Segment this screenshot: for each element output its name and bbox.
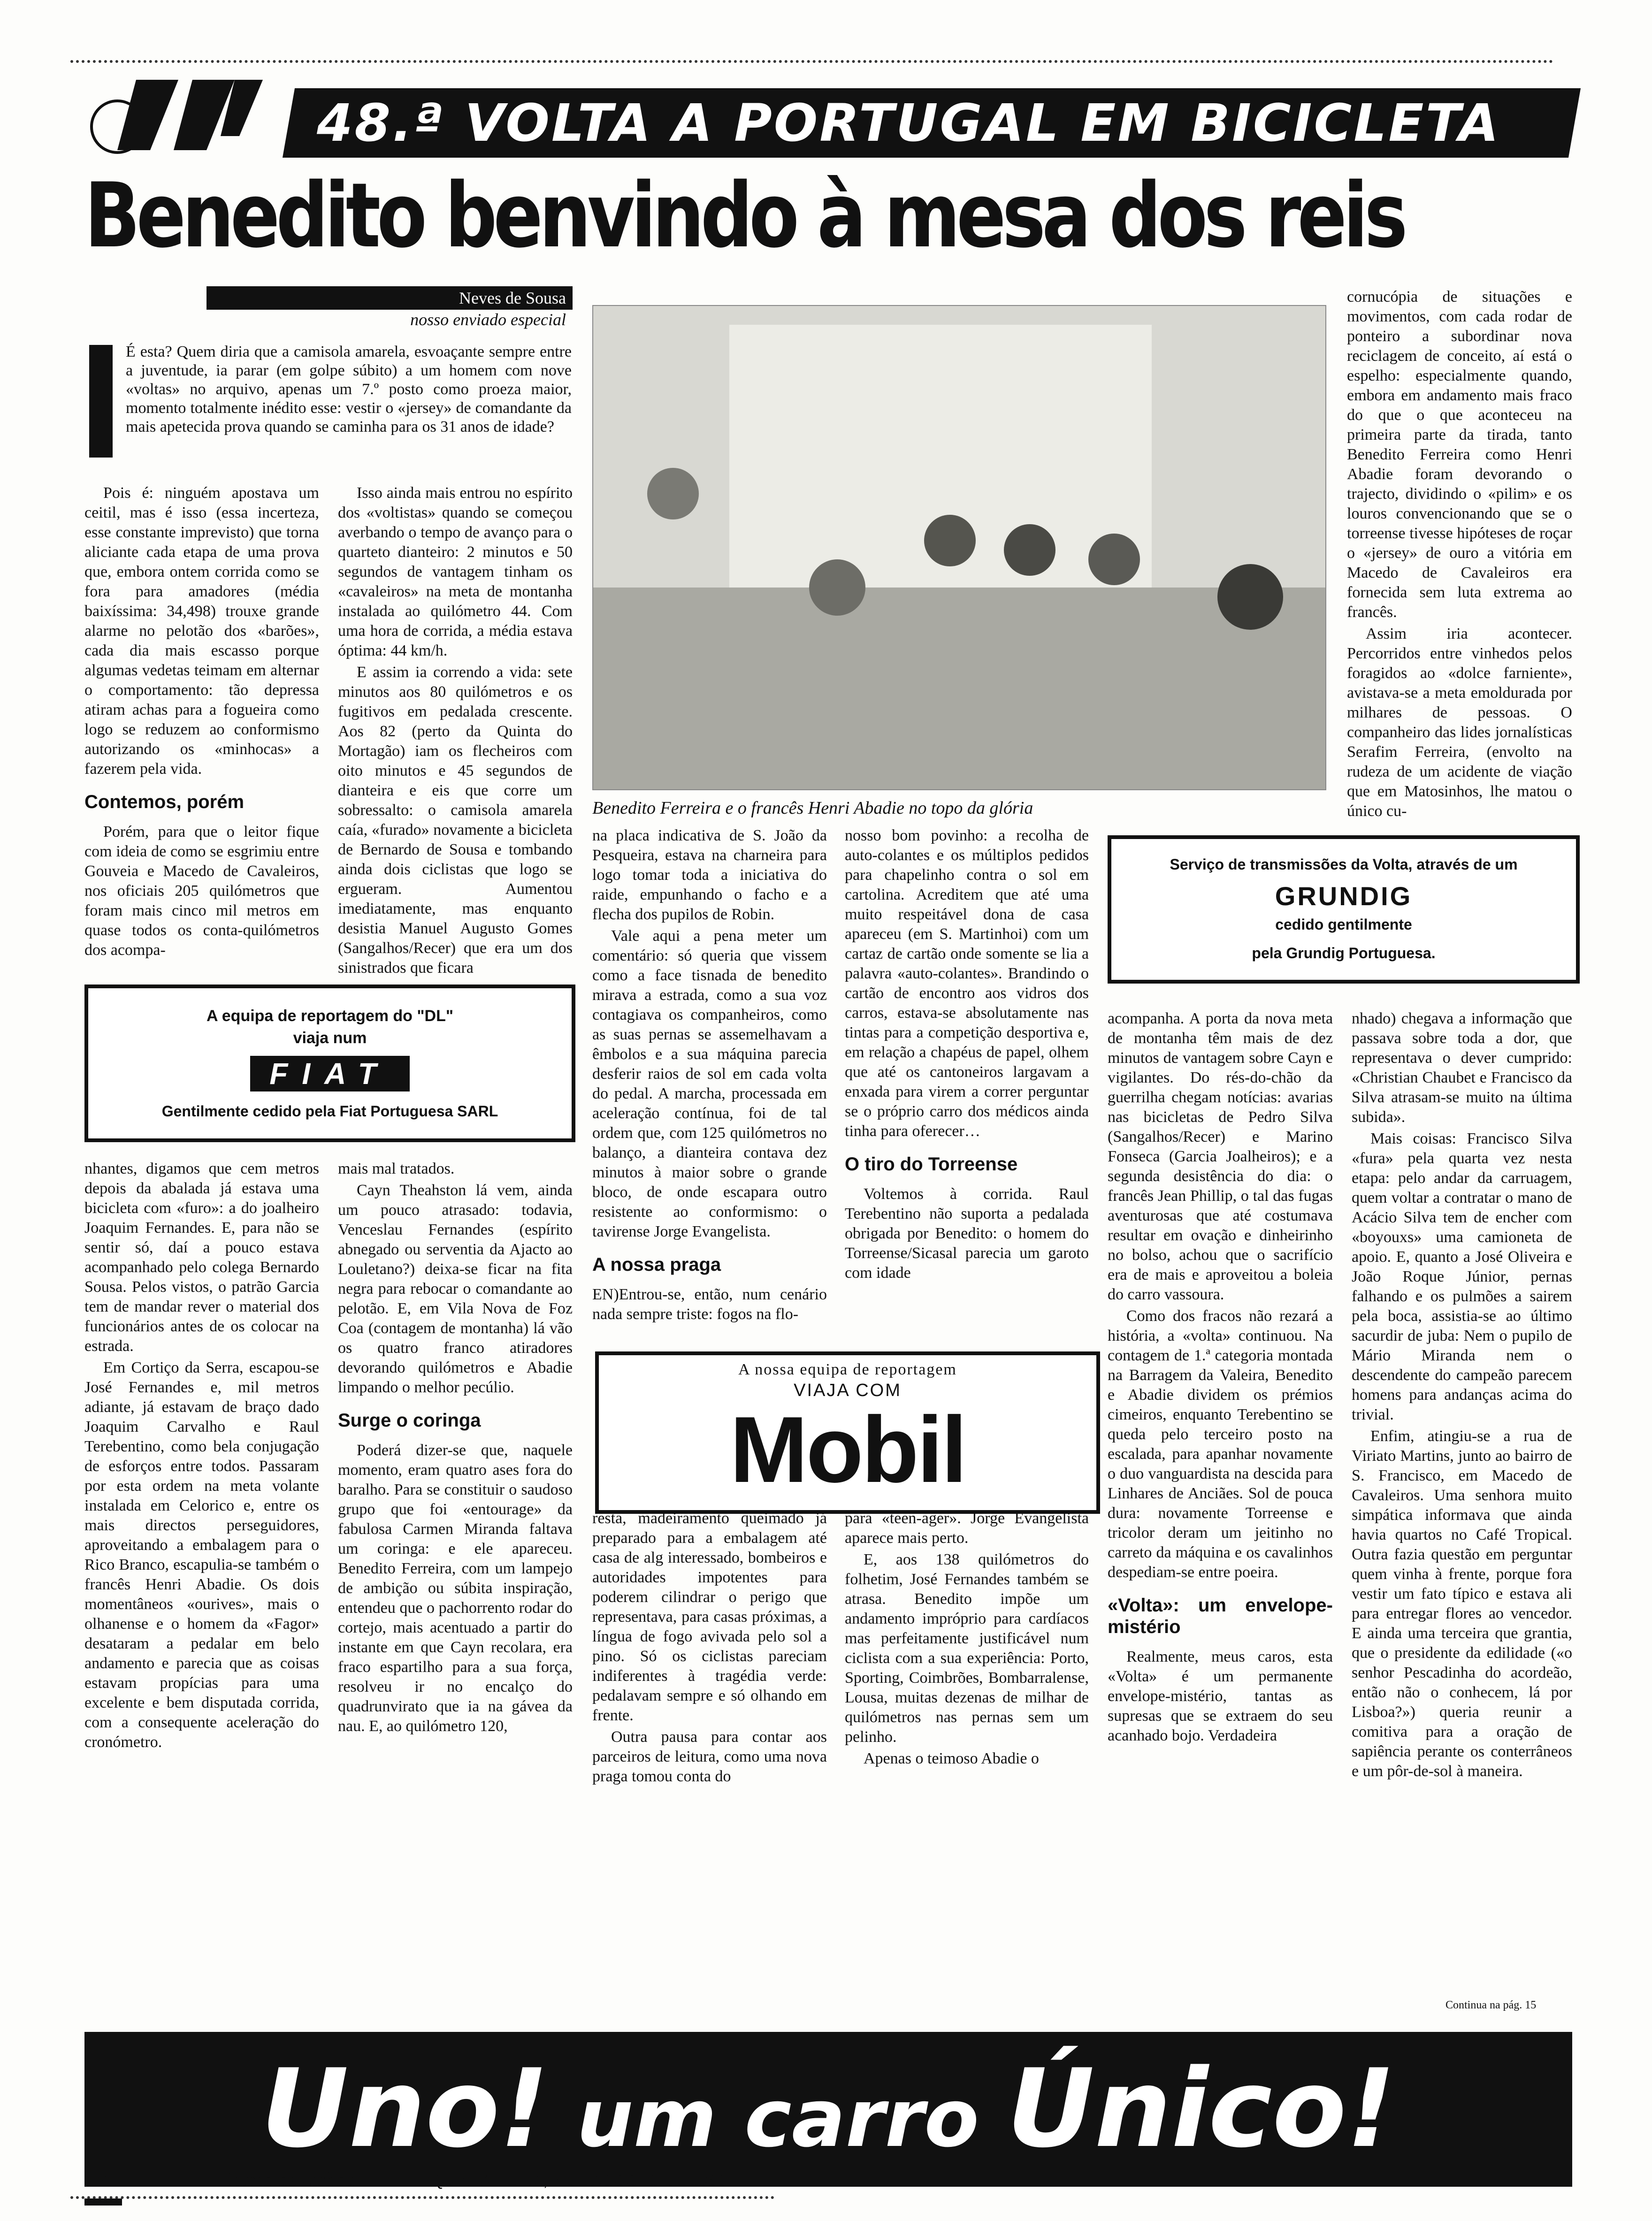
footer-paper: Diário de Lisboa	[221, 2169, 356, 2191]
headline: Benedito benvindo à mesa dos reis	[84, 164, 1404, 267]
footer-date: QUINTA-FEIRA, 7 DE AGOSTO DE 1986	[432, 2172, 726, 2190]
photo-caption: Benedito Ferreira e o francês Henri Abadie no topo da glória	[592, 798, 1033, 818]
footer-rule	[70, 2196, 774, 2199]
grundig-logo: GRUNDIG	[1275, 881, 1413, 911]
column-3-mid: na placa indicativa de S. João da Pesqueira, estava na charneira para logo tomar toda a iniciativa do raide, empunhando o facho e a flecha dos pupilos de Robin. Vale aqui a pena meter um comentário: só queria que vissem como a face tisnada de benedito mirava a estrada, como a sua voz contagiava os companheiros, como as suas pernas se assemelhavam a êmbolos e a sua máquina parecia desferir raios de sol em cada volta do pedal. A marcha, processada em aceleração contínua, foi de tal ordem que, com 125 quilómetros no balanço, a dianteira contava dez minutos à maior sobre o grande bloco, de onde escapara outro resistente ao conformismo: o tavirense Jorge Evangelista. A nossa praga EN)Entrou-se, então, num cenário nada sempre triste: fogos na flo-	[592, 827, 827, 1323]
subhead-praga: A nossa praga	[592, 1254, 721, 1275]
column-2-lower: mais mal tratados. Cayn Theahston lá vem, ainda um pouco atrasado: todavia, Venceslau Fernandes (espírito abnegado ou serventia da Ajacto ao Louletano?) deixa-se ficar na fita negra para rebocar o comandante ao pelotão. E, em Vila Nova de Foz Coa (contagem de montanha) lá vão os quatro franco atiradores devorando quilómetros e Abadie limpando o melhor pecúlio. Surge o coringa Poderá dizer-se que, naquele momento, eram quatro ases fora do baralho. Para se constituir o saudoso grupo que foi «entourage» da fabulosa Carmen Miranda faltava um coringa: e ele apareceu. Benedito Ferreira, com um lampejo de ambição ou súbita inspiração, entendeu que o pachorrento rodar do cortejo, mais acentuado a partir do instante em que Cayn recolara, era fraco espartilho para a sua força, resolveu ir no encalço do quadrunvirato que ia na gávea da nau. E, ao quilómetro 120,	[338, 1160, 573, 1735]
footer-page: 14	[89, 2169, 110, 2190]
column-3-lower: resta, madeiramento queimado já preparado para a embalagem até casa de alg interessado, bombeiros e autoridades impotentes para poderem cilindrar o perigo que representava, para casas próximas, a língua de fogo avivada pelo sol a pino. Só os ciclistas pareciam indiferentes à tragédia verde: pedalavam sempre e só olhando em frente. Outra pausa para contar aos parceiros de leitura, como uma nova praga tomou conta do	[592, 1510, 827, 1785]
subhead-coringa: Surge o coringa	[338, 1410, 481, 1431]
top-rule	[70, 60, 1553, 63]
column-4-lower: acompanha. A porta da nova meta de montanha têm mais de dez minutos de vantagem sobre Cayn e vigilantes. Do rés-do-chão da guerrilha chegam notícias: avarias nas bicicletas de Pedro Silva (Sangalhos/Recer) e Marino Fonseca (Garcia Joalheiros); e a segunda desistência do dia: o francês Jean Phillip, o tal das fugas aventurosas que até costumava resultar em ovação e dinheirinho no bolso, achou que o sacrifício era de mais e aproveitou a boleia do carro vassoura. Como dos fracos não rezará a história, a «volta» continuou. Na contagem de 1.ª categoria montada na Barragem da Valeira, Benedito e Abadie dividem os prémios cimeiros, enquanto Terebentino se queda pelo terceiro posto na escalada, para apanhar novamente o duo vanguardista na descida para Linhares de Anciães. Sol de pouca dura: novamente Torreense e tricolor deram um jeitinho no carreto da máquina e os cavalinhos despediam-se entre poeira. «Volta»: um envelope-mistério Realmente, meus caros, esta «Volta» é um permanente envelope-mistério, tantas as supresas que se extraem do seu acanhado bojo. Verdadeira	[1108, 1010, 1333, 1744]
fiat-logo: FIAT	[250, 1056, 410, 1091]
column-5-lower: nhado) chegava a informação que passava sobre toda a dor, que representava o dever cumprido: «Christian Chaubet e Francisco da Silva atrasam-se muito na última subida». Mais coisas: Francisco Silva «fura» pela quarta vez nesta etapa: pelo andar da carruagem, quem voltar a contratar o mano de Acácio Silva tem de encher com «boyouxs» uma camioneta de apoio. E, quanto a José Oliveira e João Roque Júnior, pernas falhando e os pulmões a sairem pela boca, assistia-se ao último sacurdir de juba: Nem o pupilo de Mário Miranda nem o descendente do campeão parecem homens para andanças acima do trivial. Enfim, atingiu-se a rua de Viriato Martins, junto ao bairro de S. Francisco, em Macedo de Cavaleiros. Uma senhora muito simpática informava que ainda havia quartos no Café Tropical. Outra fazia questão em perguntar quem vinha à frente, porque fora vestir um fato típico e estava ali para entregar flores ao vencedor. E ainda uma terceira que grantia, que o presidente da edilidade («o senhor Pescadinha do acordeão, então não o conhecem, lá por Lisboa?») queria reunir a comitiva para a oração de sapiência perante os conterrâneos e um pôr-de-sol à maneira.	[1352, 1010, 1572, 1780]
column-1-lower: nhantes, digamos que cem metros depois da abalada já estava uma bicicleta com «furo»: a do joalheiro Joaquim Fernandes. E, para não se sentir só, daí a pouco estava acompanhado pelo colega Bernardo Sousa. Pelos vistos, o patrão Garcia tem de mandar rever o material dos funcionários antes de os colocar na estrada. Em Cortiço da Serra, escapou-se José Fernandes e, mil metros adiante, já estavam de braço dado Joaquim Carvalho e Raul Terebentino, como bela conjugação de esforços entre todos. Passaram por esta ordem na meta volante instalada em Celorico e, entre os mais directos perseguidores, aproveitando a embalagem para o Rico Branco, escapulia-se também o francês Henri Abadie. Os dois momentâneos «ourives», mais o olhanense e o homem da «Fagor» desataram a pedalar em belo andamento e parecia que as coisas estavam propícias para uma excelente e bem disputada corrida, com a consequente aceleração do cronómetro.	[84, 1160, 319, 1751]
mobil-logo: Mobil	[729, 1397, 966, 1502]
subhead-torreense: O tiro do Torreense	[845, 1154, 1018, 1175]
subhead-contemos: Contemos, porém	[84, 792, 245, 812]
lead-paragraph: É esta? Quem diria que a camisola amarela, esvoaçante sempre entre a juventude, ia parar (em golpe súbito) a um homem com nove «voltas» no arquivo, apenas um 7.º posto como proeza maior, momento totalmente inédito esse: vestir o «jersey» de comandante da mais apetecida prova quando se caminha para os 31 anos de idade?	[126, 343, 572, 435]
mobil-ad: A nossa equipa de reportagem VIAJA COM Mobil	[595, 1351, 1100, 1514]
uno-ad: Uno! um carro Único!	[84, 2032, 1572, 2187]
column-4-mid: nosso bom povinho: a recolha de auto-colantes e os múltiplos pedidos para chapelinho contra o sol em cartolina. Acreditem que até uma muito respeitável dona de casa apareceu (em S. Martinhoi) com um cartaz de cartão onde somente se lia a palavra «auto-colantes». Brandindo o cartão de encontro aos vidros dos carros, estava-se absolutamente nas tintas para a competição desportiva e, em relação a chapéus de papel, olhem que até os cantoneiros largavam a enxada para virem a correr perguntar se o próprio carro dos médicos ainda tinha para oferecer… O tiro do Torreense Voltemos à corrida. Raul Terebentino não suporta a pedalada obrigada por Benedito: o homem do Torreense/Sicasal parecia um garoto com idade	[845, 827, 1089, 1282]
continues-note: Continua na pág. 15	[1446, 1999, 1537, 2011]
column-5-upper: cornucópia de situações e movimentos, com cada rodar de ponteiro a subordinar nova reciclagem de conceito, aí está o espelho: especialmente quando, embora em andamento mais fraco do que o que aconteceu na primeira parte da tirada, tanto Benedito Ferreira como Henri Abadie foram devorando o trajecto, dividindo o «pilim» e os louros convencionando que se o torreense tivesse hipóteses de roçar o «jersey» de ouro a vitória em Macedo de Cavaleiros era fornecida sem luta extrema ao francês. Assim iria acontecer. Percorridos entre vinhedos pelos foragidos ao «dolce farniente», avistava-se a meta emoldurada por milhares de pessoas. O companheiro das lides jornalísticas Serafim Ferreira, (envolto na rudeza de um acidente de viação que em Matosinhos, lhe matou o único cu-	[1347, 288, 1572, 820]
fiat-ad: A equipa de reportagem do "DL" viaja num FIAT Gentilmente cedido pela Fiat Portuguesa SARL	[84, 985, 575, 1142]
footer-page-number	[84, 2198, 122, 2206]
column-3c-lower: para «teen-ager». Jorge Evangelista aparece mais perto. E, aos 138 quilómetros do folhetim, José Fernandes também se atrasa. Benedito impõe um andamento impróprio para cardíacos mas perfeitamente justificável num ciclista com a sua experiência: Porto, Sporting, Coimbrões, Bombarralense, Lousa, muitas dezenas de milhar de quilómetros nas pernas sem um pelinho. Apenas o teimoso Abadie o	[845, 1510, 1089, 1767]
photo	[592, 305, 1326, 790]
byline-role: nosso enviado especial	[410, 310, 566, 329]
column-2-upper: Isso ainda mais entrou no espírito dos «voltistas» quando se começou averbando o tempo de avanço para o quarteto dianteiro: 2 minutos e 50 segundos de vantagem tinham os «cavaleiros» na meta de montanha instalada ao quilómetro 44. Com uma hora de corrida, a média estava óptima: 44 km/h. E assim ia correndo a vida: sete minutos aos 80 quilómetros e os fugitivos em pedalada crescente. Aos 82 (perto da Quinta do Mortagão) iam os flecheiros com oito minutos e 45 segundos de dianteira e eis que corre um sobressalto: o camisola amarela caía, «furado» novamente a bicicleta de Bernardo de Sousa e tombando ainda dois ciclistas que logo se ergueram. Aumentou imediatamente, mas enquanto desistia Manuel Augusto Gomes (Sangalhos/Recer) que era um dos sinistrados que ficara	[338, 484, 573, 977]
drop-cap	[89, 345, 113, 458]
dl-logo	[84, 70, 268, 155]
byline-author: Neves de Sousa	[459, 289, 566, 307]
column-1-upper: Pois é: ninguém apostava um ceitil, mas é isso (essa incerteza, esse constante imprevisto) que torna aliciante cada etapa de uma prova que, embora ontem corrida como se fora para amadores (média baixíssima: 34,498) trouxe grande alarme no pelotão dos «barões», cada dia mais escasso porque algumas vedetas teimam em alternar o comportamento: tão depressa atiram achas para a fogueira como logo se reduzem ao conformismo autorizando os «minhocas» a fazerem pela vida. Contemos, porém Porém, para que o leitor fique com ideia de como se esgrimiu entre Gouveia e Macedo de Cavaleiros, nos oficiais 205 quilómetros que foram mais cinco mil metros em quase todos os conta-quilómetros dos acompa-	[84, 484, 319, 959]
subhead-envelope: «Volta»: um envelope-mistério	[1108, 1595, 1333, 1637]
grundig-ad: Serviço de transmissões da Volta, através de um GRUNDIG cedido gentilmente pela Grundig Portuguesa.	[1108, 835, 1580, 984]
section-banner: 48.ª VOLTA A PORTUGAL EM BICICLETA	[283, 88, 1581, 158]
byline-bar	[206, 286, 573, 310]
